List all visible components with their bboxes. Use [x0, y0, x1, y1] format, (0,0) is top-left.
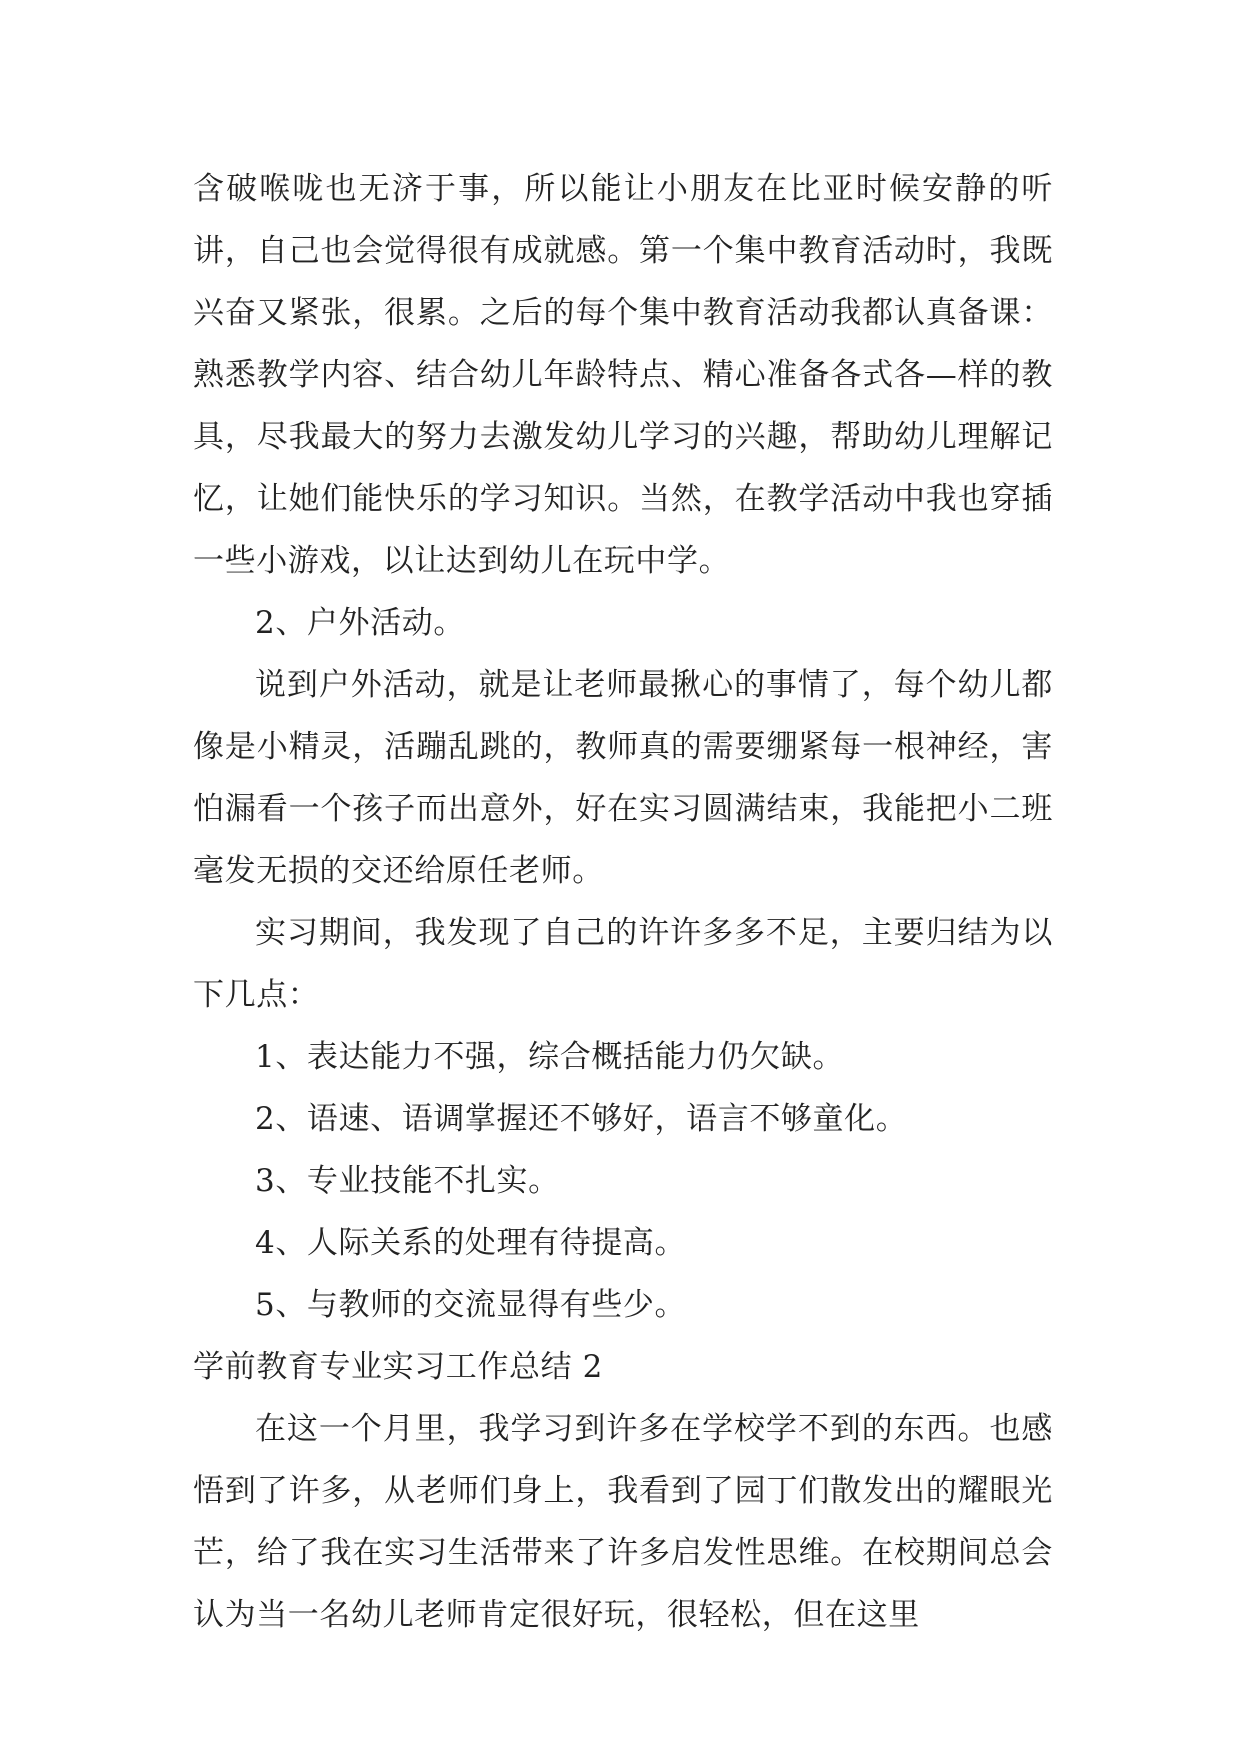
list-item-shortcoming-4: 4、人际关系的处理有待提高。 [255, 1225, 687, 1261]
paragraph-outdoor-heading: 2、户外活动。 [255, 605, 465, 641]
section-title: 学前教育专业实习工作总结 2 [193, 1349, 603, 1385]
paragraph-teaching-activities: 含破喉咙也无济于事，所以能让小朋友在比亚时候安静的听讲，自己也会觉得很有成就感。第一个集中教育活动时，我既兴奋又紧张，很累。之后的每个集中教育活动我都认真备课：熟悉教学内容、结合幼儿年龄特点、精心准备各式各—样的教具，尽我最大的努力去激发幼儿学习的兴趣，帮助幼儿理解记忆，让她们能快乐的学习知识。当然，在教学活动中我也穿插一些小游戏，以让达到幼儿在玩中学。 [193, 171, 1053, 579]
document-body [193, 158, 1053, 1646]
list-item-shortcoming-2: 2、语速、语调掌握还不够好，语言不够童化。 [255, 1101, 908, 1137]
list-item-shortcoming-5: 5、与教师的交流显得有些少。 [255, 1287, 687, 1323]
list-item-shortcoming-1: 1、表达能力不强，综合概括能力仍欠缺。 [255, 1039, 845, 1075]
paragraph-outdoor-activities: 说到户外活动，就是让老师最揪心的事情了，每个幼儿都像是小精灵，活蹦乱跳的，教师真的需要绷紧每一根神经，害怕漏看一个孩子而出意外，好在实习圆满结束，我能把小二班毫发无损的交还给原任老师。 [193, 667, 1053, 889]
list-item-shortcoming-3: 3、专业技能不扎实。 [255, 1163, 560, 1199]
paragraph-month-reflection: 在这一个月里，我学习到许多在学校学不到的东西。也感悟到了许多，从老师们身上，我看到了园丁们散发出的耀眼光芒，给了我在实习生活带来了许多启发性思维。在校期间总会认为当一名幼儿老师肯定很好玩，很轻松，但在这里 [193, 1411, 1053, 1633]
paragraph-shortcomings-intro: 实习期间，我发现了自己的许许多多不足，主要归结为以下几点： [193, 915, 1053, 1013]
